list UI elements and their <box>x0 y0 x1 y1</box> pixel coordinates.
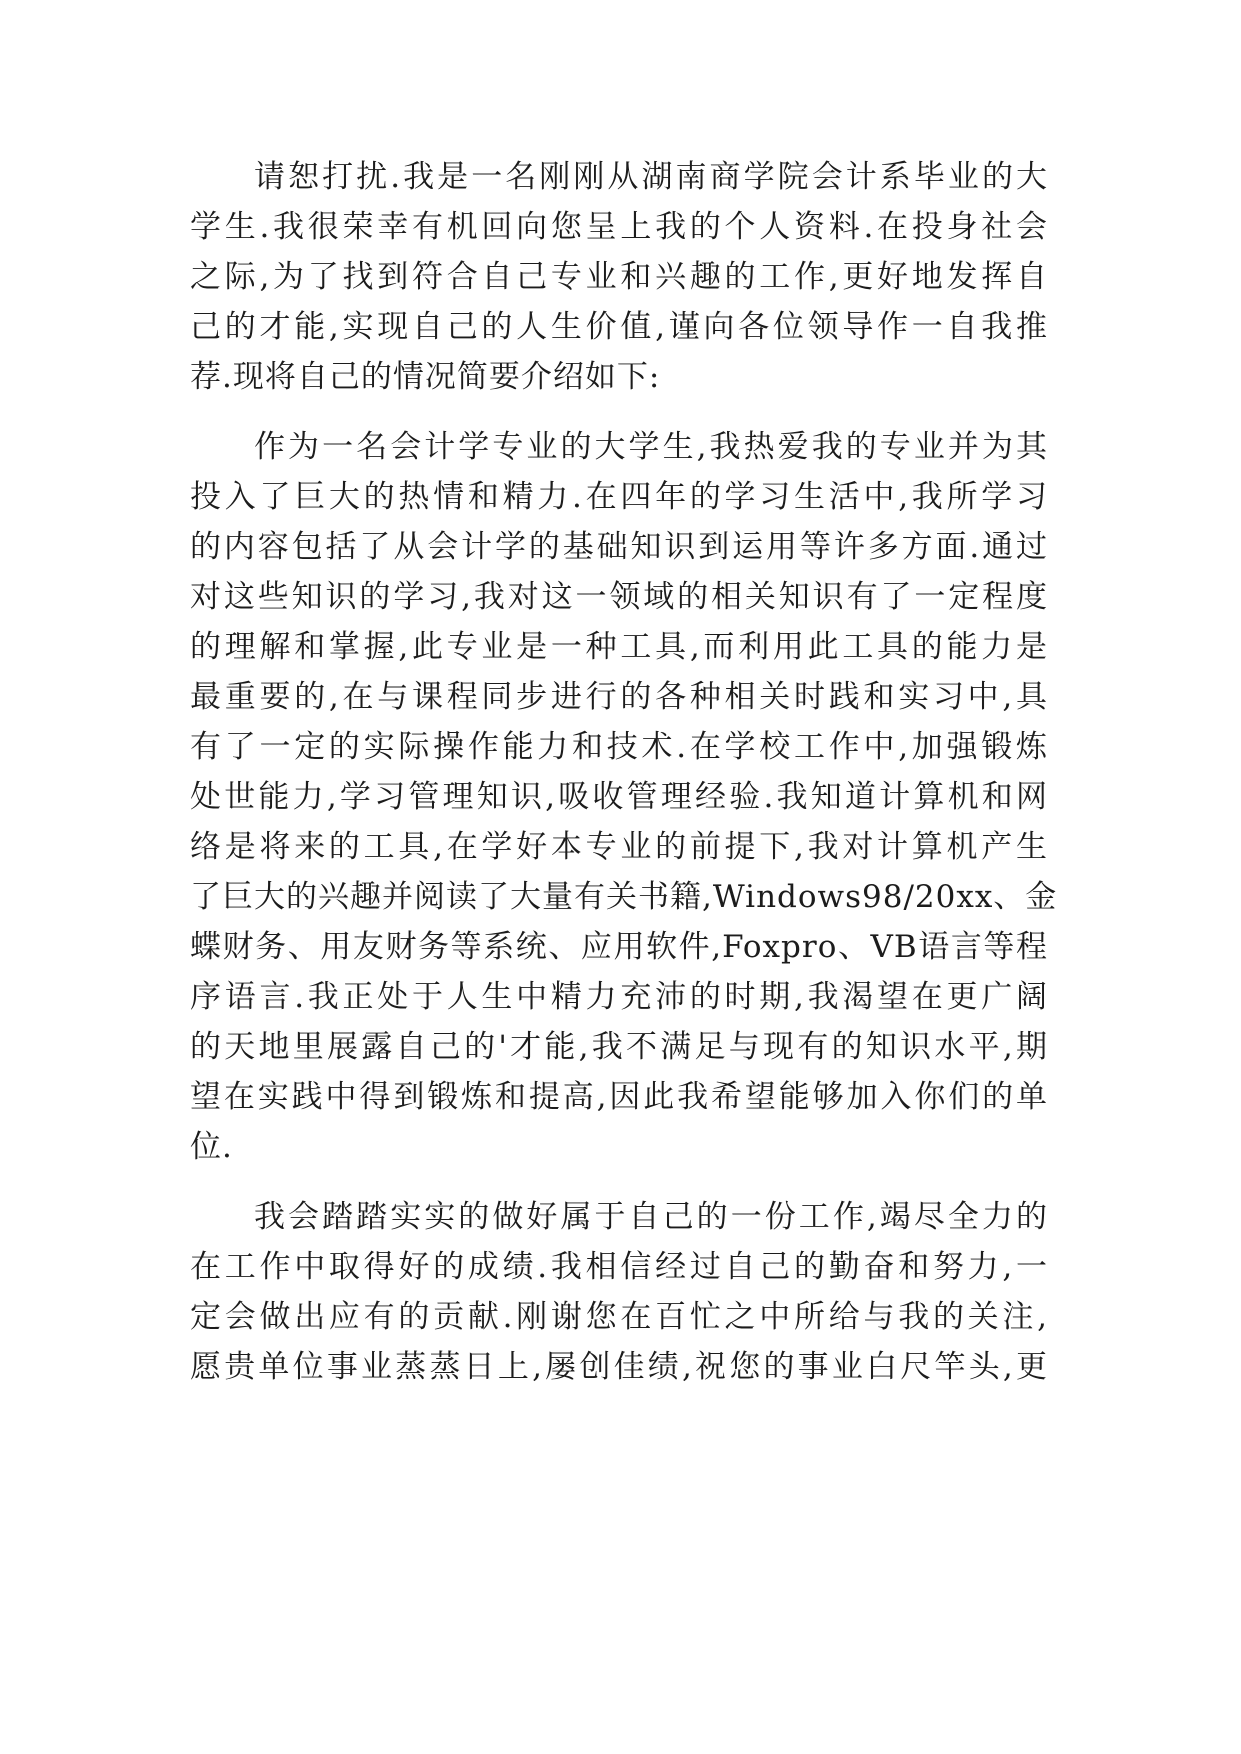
text-line: 望在实践中得到锻炼和提高,因此我希望能够加入你们的单 <box>190 1079 1048 1115</box>
text-line: 蝶财务、用友财务等系统、应用软件,Foxpro、VB语言等程 <box>190 929 1048 965</box>
text-line: 请恕打扰.我是一名刚刚从湖南商学院会计系毕业的大 <box>254 159 1048 195</box>
text-line: 对这些知识的学习,我对这一领域的相关知识有了一定程度 <box>190 579 1048 615</box>
text-line: 的内容包括了从会计学的基础知识到运用等许多方面.通过 <box>190 529 1048 565</box>
text-line: 最重要的,在与课程同步进行的各种相关时践和实习中,具 <box>190 679 1048 715</box>
text-line: 位. <box>190 1129 233 1165</box>
text-line: 愿贵单位事业蒸蒸日上,屡创佳绩,祝您的事业白尺竿头,更 <box>190 1349 1048 1385</box>
text-line: 的天地里展露自己的'才能,我不满足与现有的知识水平,期 <box>190 1029 1048 1065</box>
paragraph-closing <box>190 1192 1048 1392</box>
text-line: 荐.现将自己的情况简要介绍如下: <box>190 359 661 395</box>
text-line: 学生.我很荣幸有机回向您呈上我的个人资料.在投身社会 <box>190 209 1048 245</box>
text-line: 之际,为了找到符合自己专业和兴趣的工作,更好地发挥自 <box>190 259 1048 295</box>
text-line: 处世能力,学习管理知识,吸收管理经验.我知道计算机和网 <box>190 779 1048 815</box>
text-line: 投入了巨大的热情和精力.在四年的学习生活中,我所学习 <box>190 479 1048 515</box>
text-line: 定会做出应有的贡献.刚谢您在百忙之中所给与我的关注, <box>190 1299 1048 1335</box>
paragraph-background <box>190 422 1058 1172</box>
text-line: 有了一定的实际操作能力和技术.在学校工作中,加强锻炼 <box>190 729 1048 765</box>
text-line: 序语言.我正处于人生中精力充沛的时期,我渴望在更广阔 <box>190 979 1048 1015</box>
letter-body <box>190 152 1058 1392</box>
text-line: 在工作中取得好的成绩.我相信经过自己的勤奋和努力,一 <box>190 1249 1048 1285</box>
text-line: 的理解和掌握,此专业是一种工具,而利用此工具的能力是 <box>190 629 1048 665</box>
text-line: 了巨大的兴趣并阅读了大量有关书籍,Windows98/20xx、金 <box>190 879 1058 915</box>
text-line: 作为一名会计学专业的大学生,我热爱我的专业并为其 <box>254 429 1048 465</box>
text-line: 己的才能,实现自己的人生价值,谨向各位领导作一自我推 <box>190 309 1048 345</box>
text-line: 络是将来的工具,在学好本专业的前提下,我对计算机产生 <box>190 829 1048 865</box>
paragraph-intro <box>190 152 1048 402</box>
text-line: 我会踏踏实实的做好属于自己的一份工作,竭尽全力的 <box>254 1199 1048 1235</box>
